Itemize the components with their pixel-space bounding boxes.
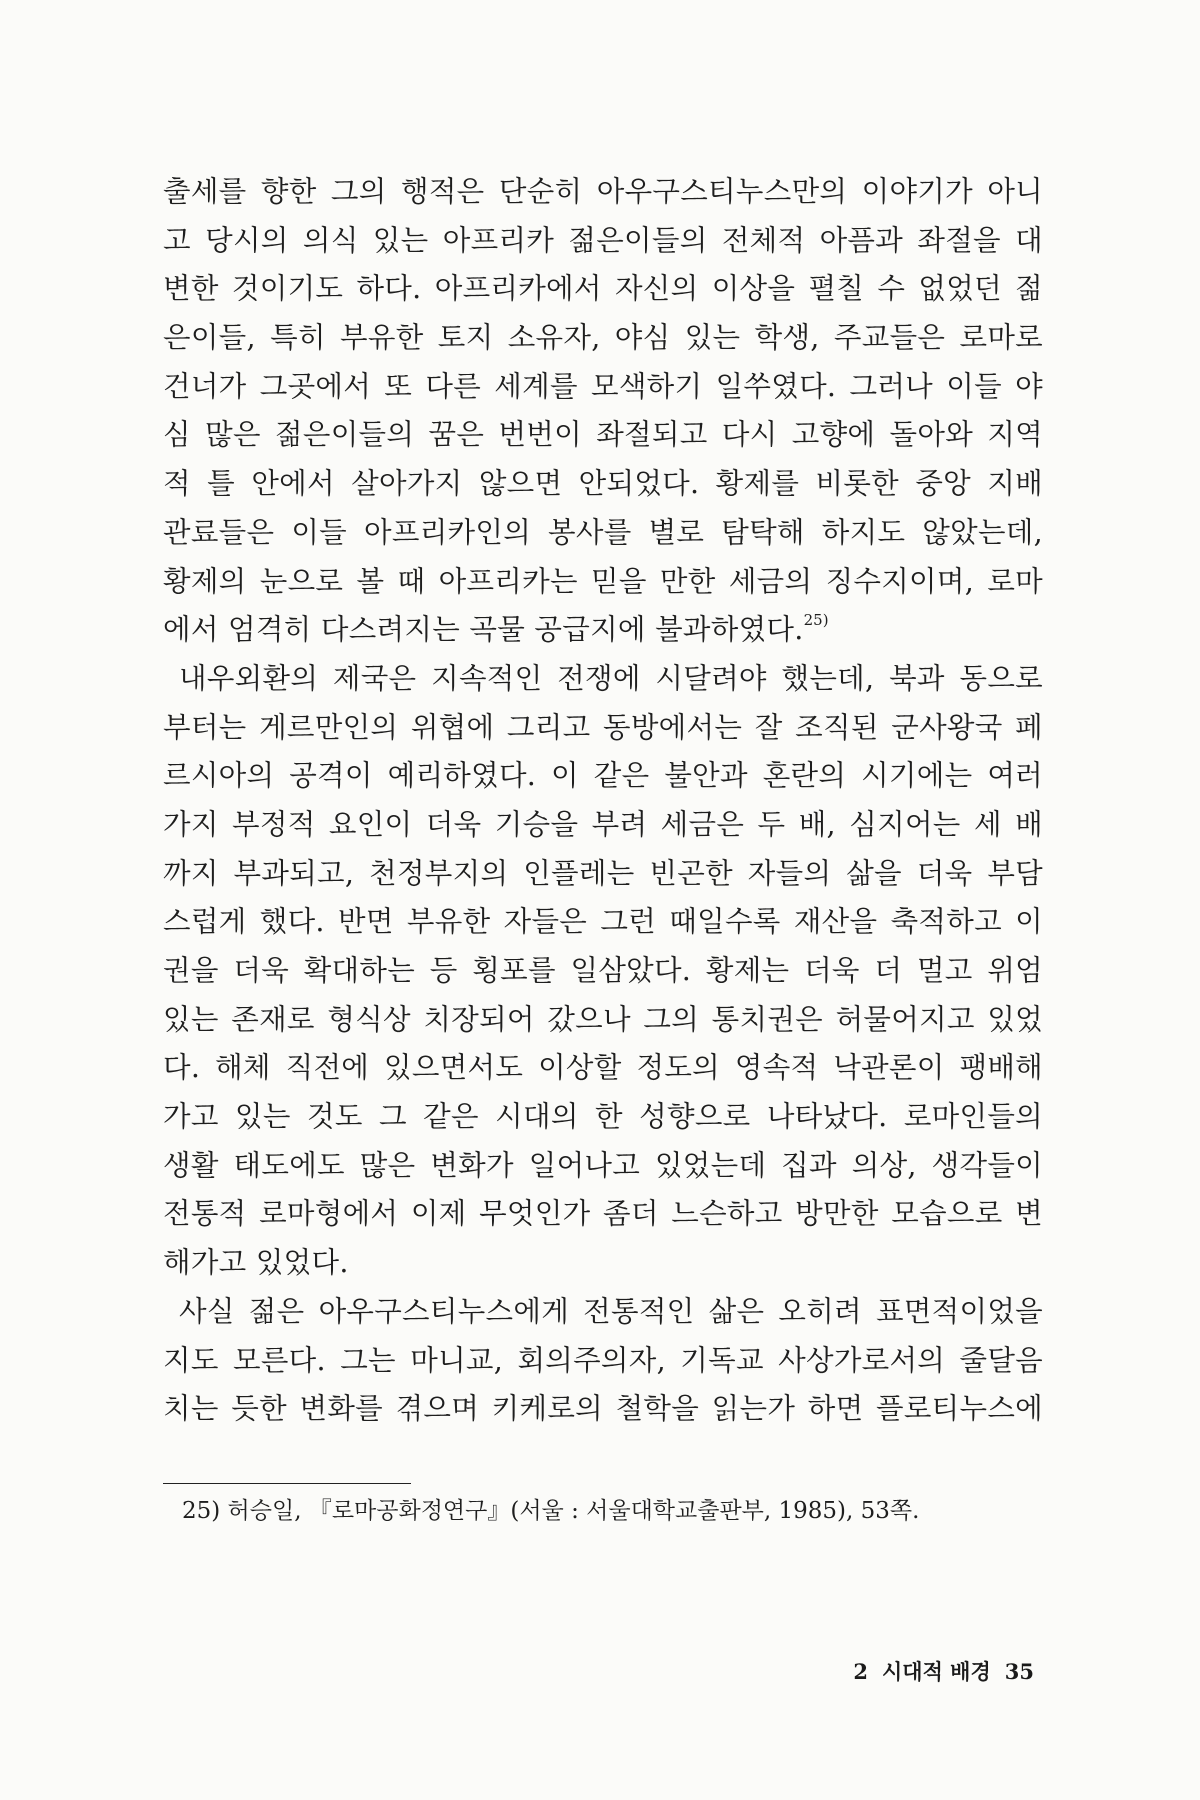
running-footer	[853, 1657, 1034, 1687]
text-line: 출세를 향한 그의 행적은 단순히 아우구스티누스만의 이야기가 아니	[163, 175, 1043, 208]
text-line: 생활 태도에도 많은 변화가 일어나고 있었는데 집과 의상, 생각들이	[163, 1148, 1043, 1182]
text-line: 적 틀 안에서 살아가지 않으면 안되었다. 황제를 비롯한 중앙 지배	[163, 467, 1043, 501]
text-line: 권을 더욱 확대하는 등 횡포를 일삼았다. 황제는 더욱 더 멀고 위엄	[163, 954, 1043, 987]
page-number: 35	[1004, 1659, 1034, 1684]
text-line: 변한 것이기도 하다. 아프리카에서 자신의 이상을 펼칠 수 없었던 젊	[163, 272, 1043, 306]
text-line: 건너가 그곳에서 또 다른 세계를 모색하기 일쑤였다. 그러나 이들 야	[163, 369, 1043, 403]
text-line: 가지 부정적 요인이 더욱 기승을 부려 세금은 두 배, 심지어는 세 배	[163, 807, 1043, 841]
text-line: 관료들은 이들 아프리카인의 봉사를 별로 탐탁해 하지도 않았는데,	[163, 515, 1043, 549]
text-line: 있는 존재로 형식상 치장되어 갔으나 그의 통치권은 허물어지고 있었	[163, 1002, 1043, 1036]
chapter-number: 2	[853, 1659, 869, 1684]
footnote-divider	[163, 1483, 411, 1484]
text-line-with-footnote-ref	[163, 606, 1043, 655]
text-line-content: 에서 엄격히 다스려지는 곡물 공급지에 불과하였다.	[163, 613, 804, 647]
footnote-reference[interactable]: 25)	[803, 611, 829, 630]
text-line: 스럽게 했다. 반면 부유한 자들은 그런 때일수록 재산을 축적하고 이	[163, 905, 1043, 939]
text-line: 은이들, 특히 부유한 토지 소유자, 야심 있는 학생, 주교들은 로마로	[163, 321, 1043, 355]
text-line: 르시아의 공격이 예리하였다. 이 같은 불안과 혼란의 시기에는 여러	[163, 759, 1043, 793]
footnote: 25) 허승일, 『로마공화정연구』(서울 : 서울대학교출판부, 1985), 53쪽.	[182, 1498, 920, 1524]
text-line: 해가고 있었다.	[163, 1246, 349, 1280]
text-line: 까지 부과되고, 천정부지의 인플레는 빈곤한 자들의 삶을 더욱 부담	[163, 856, 1043, 890]
text-line: 전통적 로마형에서 이제 무엇인가 좀더 느슨하고 방만한 모습으로 변	[163, 1197, 1043, 1231]
text-line: 황제의 눈으로 볼 때 아프리카는 믿을 만한 세금의 징수지이며, 로마	[163, 564, 1043, 598]
text-line: 내우외환의 제국은 지속적인 전쟁에 시달려야 했는데, 북과 동으로	[179, 661, 1043, 695]
body-text	[163, 168, 1043, 1434]
text-line: 고 당시의 의식 있는 아프리카 젊은이들의 전체적 아픔과 좌절을 대	[163, 223, 1043, 257]
text-line: 지도 모른다. 그는 마니교, 회의주의자, 기독교 사상가로서의 줄달음	[163, 1343, 1043, 1377]
text-line: 다. 해체 직전에 있으면서도 이상할 정도의 영속적 낙관론이 팽배해	[163, 1051, 1043, 1085]
text-line: 가고 있는 것도 그 같은 시대의 한 성향으로 나타났다. 로마인들의	[163, 1100, 1043, 1134]
text-line: 심 많은 젊은이들의 꿈은 번번이 좌절되고 다시 고향에 돌아와 지역	[163, 418, 1043, 452]
text-line: 치는 듯한 변화를 겪으며 키케로의 철학을 읽는가 하면 플로티누스에	[163, 1392, 1043, 1426]
chapter-title: 시대적 배경	[882, 1659, 991, 1684]
text-line: 부터는 게르만인의 위협에 그리고 동방에서는 잘 조직된 군사왕국 페	[163, 710, 1043, 744]
text-line: 사실 젊은 아우구스티누스에게 전통적인 삶은 오히려 표면적이었을	[179, 1294, 1043, 1328]
